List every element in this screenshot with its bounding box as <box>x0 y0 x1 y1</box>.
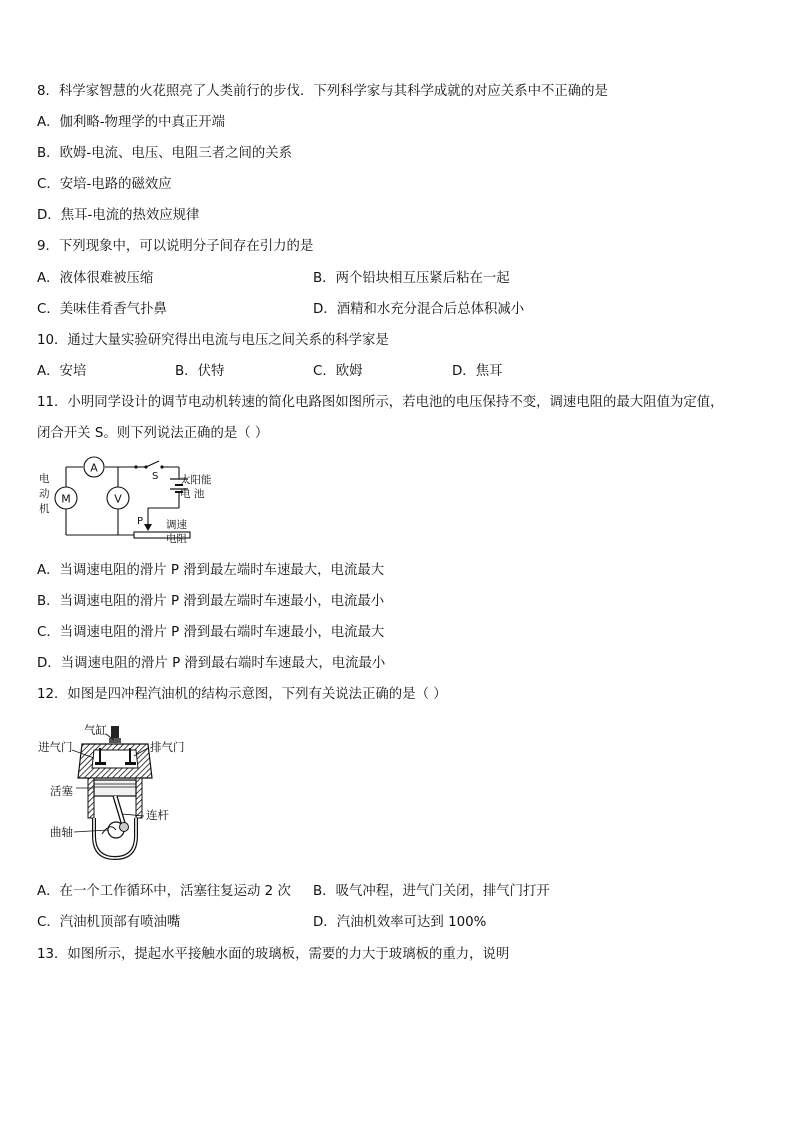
q10-option-a: A．安培 <box>37 364 87 379</box>
q11-stem-line1: 11．小明同学设计的调节电动机转速的简化电路图如图所示，若电池的电压保持不变，调速电阻的最大阻值为定值， <box>37 395 724 410</box>
connecting-rod-label: 连杆 <box>146 808 169 822</box>
motor-caption-2: 动 <box>39 488 50 500</box>
q13-stem: 13．如图所示，提起水平接触水面的玻璃板，需要的力大于玻璃板的重力，说明 <box>37 947 510 962</box>
q12-stem: 12．如图是四冲程汽油机的结构示意图，下列有关说法正确的是（ ） <box>37 687 447 702</box>
q9-option-c: C．美味佳肴香气扑鼻 <box>37 302 167 317</box>
crankshaft-label: 曲轴 <box>50 825 73 839</box>
q12-option-d: D．汽油机效率可达到 100% <box>313 915 487 930</box>
q11-stem-line2: 闭合开关 S。则下列说法正确的是（ ） <box>37 426 269 441</box>
battery-caption-2: 电 池 <box>180 488 205 500</box>
cylinder-label: 气缸 <box>84 723 107 737</box>
q11-option-d: D．当调速电阻的滑片 P 滑到最右端时车速最大，电流最小 <box>37 656 386 671</box>
q10-stem: 10．通过大量实验研究得出电流与电压之间关系的科学家是 <box>37 333 389 348</box>
q9-option-a: A．液体很难被压缩 <box>37 271 154 286</box>
q10-option-b: B．伏特 <box>175 364 225 379</box>
voltmeter-label: V <box>114 492 122 506</box>
q10-option-c: C．欧姆 <box>313 364 363 379</box>
q8-option-a: A．伽利略-物理学的中真正开端 <box>37 115 226 130</box>
four-stroke-engine-diagram <box>36 718 206 868</box>
q11-option-b: B．当调速电阻的滑片 P 滑到最左端时车速最小，电流最小 <box>37 594 385 609</box>
motor-caption-3: 机 <box>39 503 50 515</box>
rheostat-caption-1: 调速 <box>166 519 187 531</box>
q8-stem: 8．科学家智慧的火花照亮了人类前行的步伐．下列科学家与其科学成就的对应关系中不正确的是 <box>37 84 608 99</box>
q8-option-c: C．安培-电路的磁效应 <box>37 177 172 192</box>
q10-option-d: D．焦耳 <box>452 364 503 379</box>
switch-label: S <box>152 471 159 482</box>
rheostat-caption-2: 电阻 <box>166 533 187 545</box>
q12-option-c: C．汽油机顶部有喷油嘴 <box>37 915 181 930</box>
q8-option-b: B．欧姆-电流、电压、电阻三者之间的关系 <box>37 146 293 161</box>
q9-stem: 9．下列现象中，可以说明分子间存在引力的是 <box>37 239 314 254</box>
motor-speed-circuit-diagram <box>36 452 226 548</box>
q11-option-a: A．当调速电阻的滑片 P 滑到最左端时车速最大，电流最大 <box>37 563 385 578</box>
piston-label: 活塞 <box>50 784 73 798</box>
slider-label: P <box>137 516 144 527</box>
q9-option-b: B．两个铅块相互压紧后粘在一起 <box>313 271 510 286</box>
q8-option-d: D．焦耳-电流的热效应规律 <box>37 208 200 223</box>
intake-valve-label: 进气门 <box>38 740 73 754</box>
q12-option-b: B．吸气冲程，进气门关闭，排气门打开 <box>313 884 550 899</box>
exhaust-valve-label: 排气门 <box>150 740 185 754</box>
ammeter-label: A <box>90 461 98 475</box>
q12-option-a: A．在一个工作循环中，活塞往复运动 2 次 <box>37 884 291 899</box>
motor-caption-1: 电 <box>39 473 50 485</box>
motor-label: M <box>61 492 71 506</box>
q9-option-d: D．酒精和水充分混合后总体积减小 <box>313 302 525 317</box>
q11-option-c: C．当调速电阻的滑片 P 滑到最右端时车速最小，电流最大 <box>37 625 385 640</box>
battery-caption-1: 太阳能 <box>180 474 212 486</box>
